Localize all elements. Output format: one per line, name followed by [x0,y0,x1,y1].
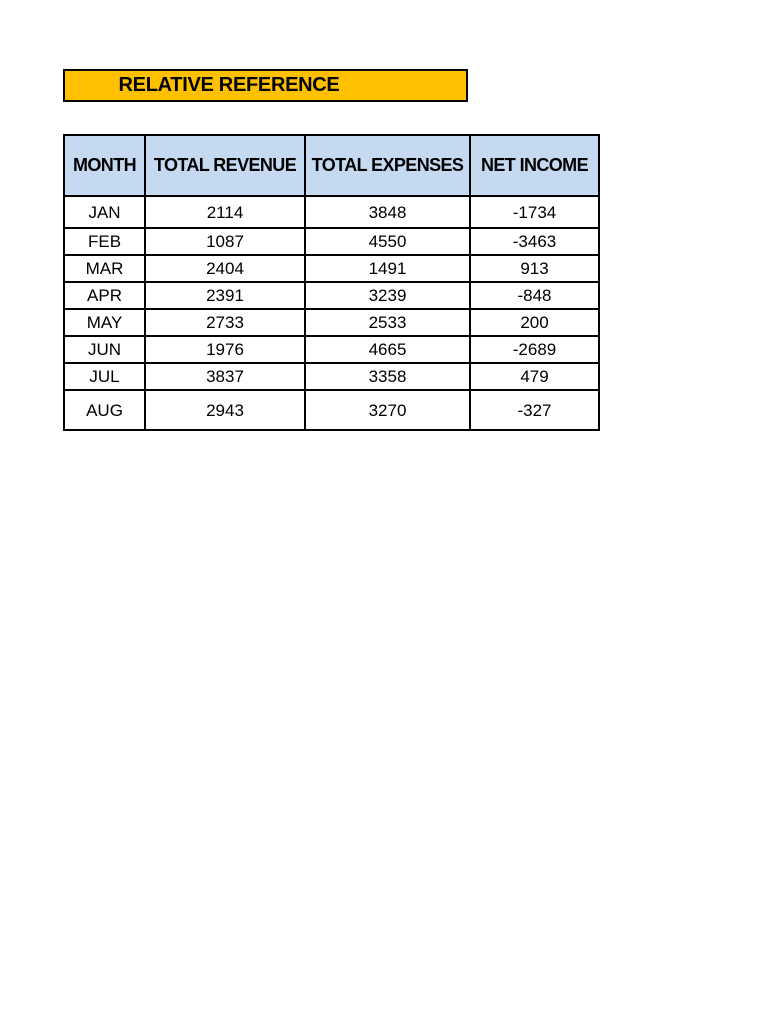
cell-expenses: 3848 [305,196,470,228]
cell-revenue: 2733 [145,309,305,336]
table-row [64,255,599,282]
cell-month: AUG [64,390,145,430]
cell-net-income: -1734 [470,196,599,228]
title-banner [63,69,468,102]
header-row [64,135,599,196]
cell-net-income: 479 [470,363,599,390]
cell-month: MAY [64,309,145,336]
table-row [64,390,599,430]
cell-expenses: 4550 [305,228,470,255]
cell-net-income: -848 [470,282,599,309]
cell-month: JAN [64,196,145,228]
data-table [63,134,600,431]
header-total-expenses: TOTAL EXPENSES [305,135,470,196]
cell-revenue: 1976 [145,336,305,363]
table-row [64,309,599,336]
cell-net-income: -327 [470,390,599,430]
cell-expenses: 3270 [305,390,470,430]
cell-revenue: 2391 [145,282,305,309]
cell-month: JUN [64,336,145,363]
cell-month: APR [64,282,145,309]
table-row [64,336,599,363]
table-row [64,282,599,309]
cell-net-income: -2689 [470,336,599,363]
cell-revenue: 2943 [145,390,305,430]
table-row [64,228,599,255]
cell-month: FEB [64,228,145,255]
page-title: RELATIVE REFERENCE [118,74,340,96]
header-total-revenue: TOTAL REVENUE [145,135,305,196]
cell-net-income: -3463 [470,228,599,255]
table-row [64,363,599,390]
cell-expenses: 3358 [305,363,470,390]
header-net-income: NET INCOME [470,135,599,196]
cell-expenses: 2533 [305,309,470,336]
cell-revenue: 1087 [145,228,305,255]
cell-revenue: 2114 [145,196,305,228]
table-row [64,196,599,228]
cell-expenses: 4665 [305,336,470,363]
cell-expenses: 3239 [305,282,470,309]
cell-revenue: 3837 [145,363,305,390]
cell-month: MAR [64,255,145,282]
cell-revenue: 2404 [145,255,305,282]
cell-expenses: 1491 [305,255,470,282]
header-month: MONTH [64,135,145,196]
cell-month: JUL [64,363,145,390]
cell-net-income: 913 [470,255,599,282]
cell-net-income: 200 [470,309,599,336]
